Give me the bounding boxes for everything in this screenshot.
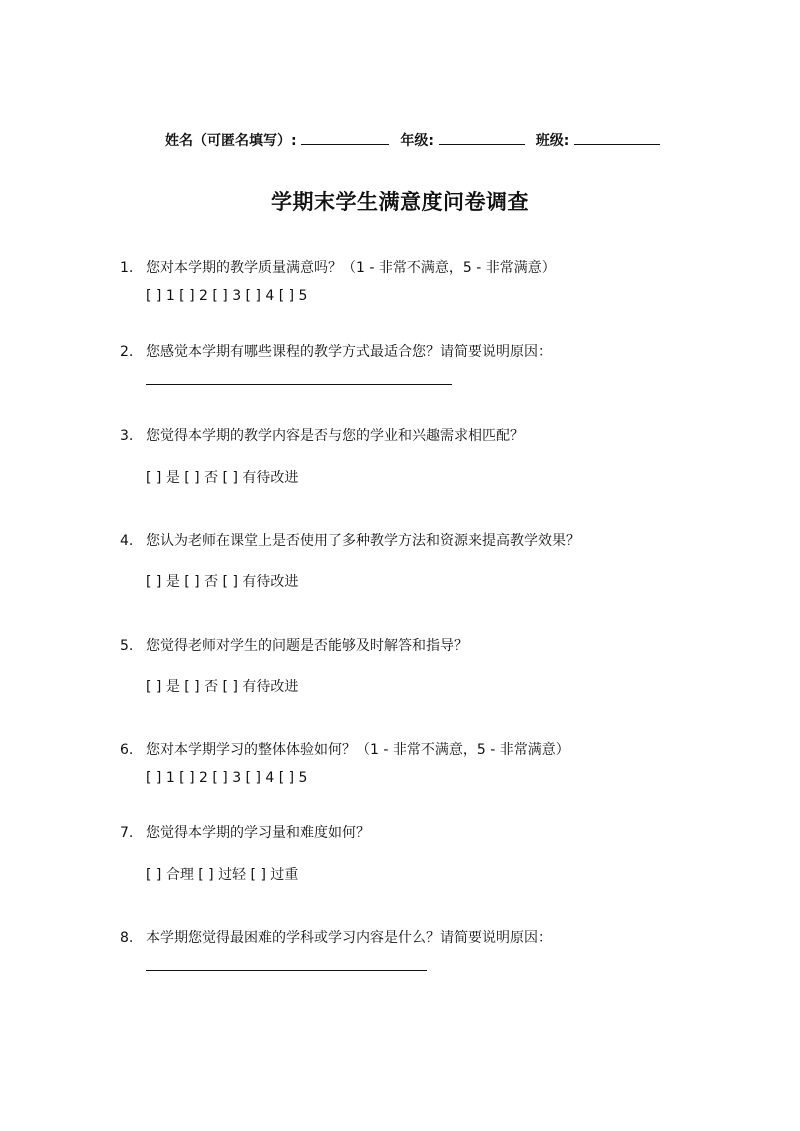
question-text: 您觉得本学期的学习量和难度如何？ bbox=[146, 825, 370, 841]
question-number: 1. bbox=[120, 260, 134, 276]
class-blank[interactable] bbox=[574, 132, 660, 145]
question-7-options[interactable]: [ ] 合理 [ ] 过轻 [ ] 过重 bbox=[146, 867, 299, 883]
question-4-options[interactable]: [ ] 是 [ ] 否 [ ] 有待改进 bbox=[146, 574, 299, 590]
question-number: 3. bbox=[120, 428, 134, 444]
question-8 bbox=[120, 927, 720, 947]
question-1-options[interactable]: [ ] 1 [ ] 2 [ ] 3 [ ] 4 [ ] 5 bbox=[146, 288, 308, 304]
grade-blank[interactable] bbox=[439, 132, 525, 145]
question-6-options[interactable]: [ ] 1 [ ] 2 [ ] 3 [ ] 4 [ ] 5 bbox=[146, 770, 308, 786]
question-text: 您觉得老师对学生的问题是否能够及时解答和指导？ bbox=[146, 638, 468, 654]
grade-label: 年级: bbox=[400, 133, 434, 149]
question-number: 8. bbox=[120, 930, 134, 946]
name-label: 姓名（可匿名填写）: bbox=[165, 133, 297, 149]
question-text: 您感觉本学期有哪些课程的教学方式最适合您？请简要说明原因： bbox=[146, 344, 552, 360]
question-6 bbox=[120, 739, 720, 759]
question-2-answer-line[interactable] bbox=[146, 384, 452, 385]
question-text: 您对本学期的教学质量满意吗？（1 - 非常不满意，5 - 非常满意） bbox=[146, 260, 556, 276]
question-number: 7. bbox=[120, 825, 134, 841]
question-7 bbox=[120, 822, 720, 842]
question-text: 本学期您觉得最困难的学科或学习内容是什么？请简要说明原因： bbox=[146, 930, 552, 946]
question-text: 您觉得本学期的教学内容是否与您的学业和兴趣需求相匹配？ bbox=[146, 428, 524, 444]
question-5-options[interactable]: [ ] 是 [ ] 否 [ ] 有待改进 bbox=[146, 679, 299, 695]
question-3-options[interactable]: [ ] 是 [ ] 否 [ ] 有待改进 bbox=[146, 470, 299, 486]
question-number: 4. bbox=[120, 533, 134, 549]
question-3 bbox=[120, 425, 720, 445]
question-1 bbox=[120, 257, 720, 277]
question-number: 5. bbox=[120, 638, 134, 654]
question-8-answer-line[interactable] bbox=[146, 970, 427, 971]
question-number: 6. bbox=[120, 742, 134, 758]
question-2 bbox=[120, 341, 720, 361]
question-text: 您对本学期学习的整体体验如何？（1 - 非常不满意，5 - 非常满意） bbox=[146, 742, 570, 758]
question-4 bbox=[120, 530, 720, 550]
class-label: 班级: bbox=[535, 133, 570, 149]
question-5 bbox=[120, 635, 720, 655]
question-number: 2. bbox=[120, 344, 134, 360]
survey-title: 学期末学生满意度问卷调查 bbox=[271, 190, 529, 214]
question-text: 您认为老师在课堂上是否使用了多种教学方法和资源来提高教学效果？ bbox=[146, 533, 580, 549]
name-blank[interactable] bbox=[301, 132, 389, 145]
respondent-info-line bbox=[165, 130, 685, 150]
